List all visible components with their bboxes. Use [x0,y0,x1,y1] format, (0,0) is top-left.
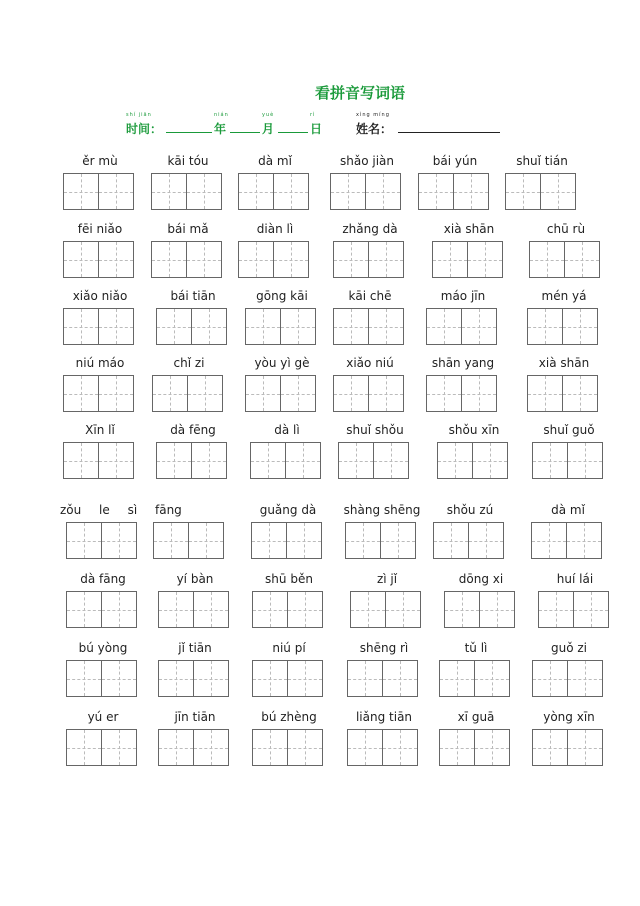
pinyin-label: yòu yì gè [254,356,310,370]
tianzige-boxes [527,375,599,411]
tianzige-boxes [66,522,138,558]
tianzige-boxes [63,308,135,344]
tianzige-boxes [252,729,324,765]
writing-cell[interactable] [245,308,281,345]
writing-cell[interactable] [462,375,497,412]
writing-cell[interactable] [252,591,288,628]
writing-cell[interactable] [505,173,541,210]
word-item [439,710,511,776]
tianzige-boxes [63,173,135,209]
writing-cell[interactable] [386,591,421,628]
pinyin-label: shàng shēng [343,503,421,517]
writing-cell[interactable] [102,729,137,766]
tianzige-boxes [532,442,604,478]
writing-cell[interactable] [473,442,508,479]
writing-cell[interactable] [288,729,323,766]
tianzige-boxes [245,308,317,344]
word-item [338,423,410,489]
writing-cell[interactable] [158,729,194,766]
day-ruby: rì [310,112,316,118]
writing-cell[interactable] [194,660,229,697]
tianzige-boxes [245,375,317,411]
writing-cell[interactable] [418,173,454,210]
header-fields [120,112,540,138]
pinyin-label: zì jǐ [376,572,398,586]
writing-cell[interactable] [383,660,418,697]
word-row [0,641,640,711]
writing-cell[interactable] [426,308,462,345]
writing-cell[interactable] [568,729,603,766]
pinyin-label: zǒu le sì fāng [60,503,182,517]
writing-cell[interactable] [102,591,137,628]
pinyin-label: xiǎo niǎo [72,289,128,303]
month-ruby: yuè [262,112,275,118]
word-item [437,423,509,489]
tianzige-boxes [529,241,601,277]
writing-cell[interactable] [369,375,404,412]
word-item [333,222,405,288]
tianzige-boxes [330,173,402,209]
pinyin-label: gōng kāi [256,289,308,303]
writing-cell[interactable] [383,729,418,766]
writing-cell[interactable] [252,729,288,766]
pinyin-label: shuǐ tián [516,154,568,168]
word-item [532,423,604,489]
word-row [0,572,640,642]
writing-cell[interactable] [63,375,99,412]
pinyin-label: liǎng tiān [355,710,413,724]
year-blank[interactable] [166,132,212,133]
writing-cell[interactable] [192,442,227,479]
pinyin-label: diàn lì [256,222,294,236]
tianzige-boxes [338,442,410,478]
pinyin-label: guǎng dà [259,503,317,517]
word-item [426,289,498,355]
pinyin-label: tǔ lì [464,641,488,655]
pinyin-label: shǒu zú [446,503,494,517]
writing-cell[interactable] [437,442,473,479]
writing-cell[interactable] [99,308,134,345]
writing-cell[interactable] [333,308,369,345]
tianzige-boxes [252,591,324,627]
word-item [63,289,135,355]
tianzige-boxes [532,660,604,696]
writing-cell[interactable] [454,173,489,210]
writing-cell[interactable] [527,375,563,412]
writing-cell[interactable] [152,375,188,412]
name-blank[interactable] [398,132,500,133]
writing-cell[interactable] [187,241,222,278]
writing-cell[interactable] [281,308,316,345]
pinyin-label: niú máo [75,356,125,370]
tianzige-boxes [153,522,225,558]
writing-cell[interactable] [369,241,404,278]
tianzige-boxes [505,173,577,209]
tianzige-boxes [432,241,504,277]
pinyin-label: zhǎng dà [342,222,398,236]
word-row [0,710,640,780]
pinyin-label: shān yang [431,356,495,370]
word-row [0,289,640,359]
writing-cell[interactable] [158,591,194,628]
writing-cell[interactable] [151,173,187,210]
pinyin-label: chǐ zi [173,356,205,370]
writing-cell[interactable] [274,241,309,278]
tianzige-boxes [527,308,599,344]
name-label: 姓名： [356,122,393,136]
word-item [439,641,511,707]
writing-cell[interactable] [475,729,510,766]
tianzige-boxes [345,522,417,558]
writing-cell[interactable] [252,660,288,697]
word-item [158,572,230,638]
writing-cell[interactable] [158,660,194,697]
word-item [66,641,138,707]
writing-cell[interactable] [565,241,600,278]
word-item [538,572,610,638]
pinyin-label: niú pí [272,641,306,655]
writing-cell[interactable] [63,241,99,278]
writing-cell[interactable] [444,591,480,628]
tianzige-boxes [347,729,419,765]
writing-cell[interactable] [188,375,223,412]
word-row [0,423,640,493]
pinyin-label: xià shān [538,356,590,370]
word-item [252,641,324,707]
writing-cell[interactable] [480,591,515,628]
word-item [156,289,228,355]
word-item [444,572,516,638]
tianzige-boxes [66,660,138,696]
word-row [0,503,640,573]
word-item [532,710,604,776]
writing-cell[interactable] [381,522,416,559]
pinyin-label: dōng xi [458,572,504,586]
writing-cell[interactable] [333,241,369,278]
word-item [527,289,599,355]
word-item [158,641,230,707]
writing-cell[interactable] [99,375,134,412]
word-item [531,503,603,569]
word-item [156,423,228,489]
word-item [158,710,230,776]
pinyin-label: fēi niǎo [77,222,123,236]
word-item [529,222,601,288]
writing-cell[interactable] [568,442,603,479]
writing-cell[interactable] [541,173,576,210]
tianzige-boxes [252,660,324,696]
word-item [347,641,419,707]
writing-cell[interactable] [350,591,386,628]
tianzige-boxes [238,173,310,209]
writing-cell[interactable] [251,522,287,559]
writing-cell[interactable] [532,729,568,766]
writing-cell[interactable] [345,522,381,559]
tianzige-boxes [156,442,228,478]
writing-cell[interactable] [66,729,102,766]
pinyin-label: dà lì [274,423,300,437]
writing-cell[interactable] [469,522,504,559]
writing-cell[interactable] [468,241,503,278]
writing-cell[interactable] [475,660,510,697]
word-row [0,154,640,224]
word-item [347,710,419,776]
writing-cell[interactable] [374,442,409,479]
tianzige-boxes [538,591,610,627]
writing-cell[interactable] [567,522,602,559]
pinyin-label: yú er [87,710,119,724]
tianzige-boxes [350,591,422,627]
writing-cell[interactable] [63,173,99,210]
year-label: 年 [214,122,227,136]
writing-cell[interactable] [568,660,603,697]
tianzige-boxes [158,729,230,765]
year-ruby: nián [214,112,229,118]
writing-cell[interactable] [338,442,374,479]
writing-cell[interactable] [189,522,224,559]
tianzige-boxes [63,375,135,411]
tianzige-boxes [152,375,224,411]
word-row [0,222,640,292]
word-item [350,572,422,638]
pinyin-label: mén yá [541,289,587,303]
pinyin-label: dà mǐ [551,503,585,517]
word-item [527,356,599,422]
pinyin-label: dà fāng [80,572,126,586]
writing-cell[interactable] [99,442,134,479]
word-item [532,641,604,707]
tianzige-boxes [158,591,230,627]
writing-cell[interactable] [194,591,229,628]
tianzige-boxes [426,308,498,344]
word-item [252,710,324,776]
writing-cell[interactable] [102,522,137,559]
pinyin-label: shǎo jiàn [340,154,394,168]
writing-cell[interactable] [347,660,383,697]
tianzige-boxes [531,522,603,558]
writing-cell[interactable] [63,308,99,345]
writing-cell[interactable] [532,442,568,479]
tianzige-boxes [333,241,405,277]
day-blank[interactable] [278,132,308,133]
writing-cell[interactable] [288,660,323,697]
month-label: 月 [262,122,275,136]
tianzige-boxes [347,660,419,696]
word-item [418,154,490,220]
pinyin-label: shū běn [265,572,313,586]
tianzige-boxes [444,591,516,627]
tianzige-boxes [333,308,405,344]
word-item [245,289,317,355]
pinyin-label: chū rù [546,222,586,236]
writing-cell[interactable] [462,308,497,345]
pinyin-label: Xīn lǐ [85,423,115,437]
tianzige-boxes [418,173,490,209]
writing-cell[interactable] [192,308,227,345]
tianzige-boxes [333,375,405,411]
writing-cell[interactable] [63,442,99,479]
pinyin-label: huí lái [556,572,594,586]
word-item [251,503,323,569]
word-item [63,423,135,489]
writing-cell[interactable] [333,375,369,412]
pinyin-label: kāi chē [348,289,392,303]
word-item [343,503,421,569]
writing-cell[interactable] [151,241,187,278]
tianzige-boxes [439,729,511,765]
time-ruby: shí jiān [126,112,152,118]
pinyin-label: shǒu xīn [448,423,500,437]
word-item [151,222,223,288]
tianzige-boxes [532,729,604,765]
word-item [238,222,310,288]
word-item [66,572,138,638]
writing-cell[interactable] [574,591,609,628]
writing-cell[interactable] [274,173,309,210]
writing-cell[interactable] [366,173,401,210]
tianzige-boxes [439,660,511,696]
word-item [151,154,223,220]
writing-cell[interactable] [153,522,189,559]
writing-cell[interactable] [245,375,281,412]
writing-cell[interactable] [238,173,274,210]
word-item [433,503,505,569]
writing-cell[interactable] [288,591,323,628]
pinyin-label: shuǐ guǒ [543,423,595,437]
writing-cell[interactable] [527,308,563,345]
pinyin-label: máo jīn [440,289,486,303]
writing-cell[interactable] [194,729,229,766]
word-item [252,572,324,638]
writing-cell[interactable] [330,173,366,210]
word-item [505,154,577,220]
pinyin-label: jǐ tiān [178,641,212,655]
word-item [333,289,405,355]
writing-cell[interactable] [66,591,102,628]
pinyin-label: jīn tiān [174,710,216,724]
writing-cell[interactable] [426,375,462,412]
pinyin-label: xī guā [457,710,495,724]
time-label: 时间： [126,122,163,136]
pinyin-label: xiǎo niú [346,356,394,370]
pinyin-label: dà fēng [170,423,216,437]
tianzige-boxes [437,442,509,478]
word-row [0,356,640,426]
pinyin-label: shēng rì [359,641,409,655]
writing-cell[interactable] [538,591,574,628]
writing-cell[interactable] [532,660,568,697]
tianzige-boxes [63,241,135,277]
writing-cell[interactable] [439,660,475,697]
word-item [66,710,138,776]
pinyin-label: bú yòng [78,641,128,655]
writing-cell[interactable] [66,522,102,559]
writing-cell[interactable] [281,375,316,412]
pinyin-label: kāi tóu [167,154,209,168]
tianzige-boxes [151,173,223,209]
writing-cell[interactable] [187,173,222,210]
page-title: 看拼音写词语 [314,84,405,102]
word-item [245,356,317,422]
tianzige-boxes [158,660,230,696]
writing-cell[interactable] [433,522,469,559]
writing-cell[interactable] [286,442,321,479]
writing-cell[interactable] [102,660,137,697]
pinyin-label: bái mǎ [167,222,209,236]
tianzige-boxes [151,241,223,277]
word-item [250,423,322,489]
word-item [432,222,504,288]
writing-cell[interactable] [238,241,274,278]
word-item [152,356,224,422]
month-blank[interactable] [230,132,260,133]
pinyin-label: xià shān [443,222,495,236]
pinyin-label: bú zhèng [261,710,317,724]
word-item [238,154,310,220]
writing-cell[interactable] [439,729,475,766]
writing-cell[interactable] [66,660,102,697]
tianzige-boxes [251,522,323,558]
tianzige-boxes [426,375,498,411]
word-item [60,503,226,569]
writing-cell[interactable] [250,442,286,479]
writing-cell[interactable] [531,522,567,559]
word-item [330,154,402,220]
pinyin-label: guǒ zi [550,641,587,655]
word-item [333,356,405,422]
word-item [63,222,135,288]
writing-cell[interactable] [529,241,565,278]
writing-cell[interactable] [563,308,598,345]
word-item [63,356,135,422]
tianzige-boxes [433,522,505,558]
writing-cell[interactable] [369,308,404,345]
tianzige-boxes [238,241,310,277]
pinyin-label: bái tiān [170,289,216,303]
writing-cell[interactable] [563,375,598,412]
pinyin-label: bái yún [432,154,478,168]
tianzige-boxes [66,591,138,627]
pinyin-label: shuǐ shǒu [346,423,404,437]
writing-cell[interactable] [347,729,383,766]
pinyin-label: yòng xīn [543,710,595,724]
day-label: 日 [310,122,323,136]
writing-cell[interactable] [432,241,468,278]
pinyin-label: yí bàn [176,572,214,586]
pinyin-label: dà mǐ [258,154,292,168]
writing-cell[interactable] [156,308,192,345]
word-item [426,356,498,422]
word-item [63,154,135,220]
pinyin-label: ěr mù [82,154,118,168]
writing-cell[interactable] [99,241,134,278]
writing-cell[interactable] [156,442,192,479]
tianzige-boxes [66,729,138,765]
tianzige-boxes [250,442,322,478]
tianzige-boxes [156,308,228,344]
writing-cell[interactable] [99,173,134,210]
name-ruby: xìng míng [356,112,390,118]
tianzige-boxes [63,442,135,478]
writing-cell[interactable] [287,522,322,559]
